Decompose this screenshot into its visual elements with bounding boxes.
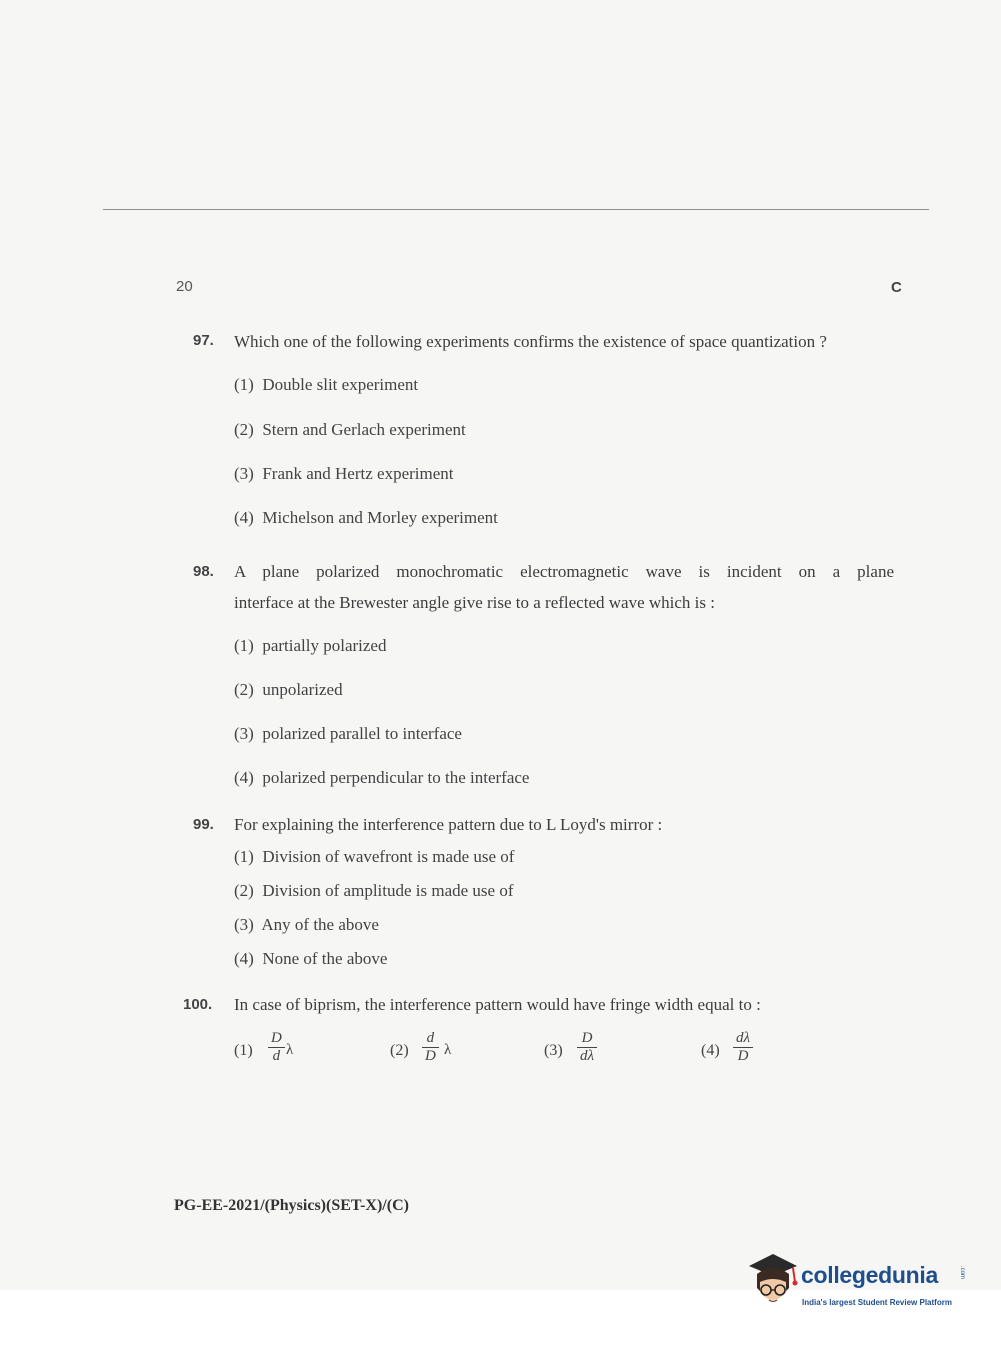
mascot-logo-icon [743,1248,803,1318]
numerator: D [581,1030,593,1046]
option-label: (2) [390,1042,409,1059]
option-4: (4) polarized perpendicular to the interface [234,768,530,787]
option-1: (1) partially polarized [234,636,387,655]
denominator: d [272,1048,281,1064]
question-number: 97. [193,332,214,349]
header-rule [103,209,929,210]
option-2: (2) Stern and Gerlach experiment [234,420,466,439]
fraction [268,1030,285,1065]
page-number: 20 [176,278,193,295]
question-text-line-1: A plane polarized monochromatic electromagnetic wave is incident on a plane [234,562,894,581]
option-label: (4) [701,1042,720,1059]
question-number: 100. [183,996,213,1013]
denominator: dλ [580,1048,594,1064]
question-text: Which one of the following experiments confirms the existence of space quantization ? [234,332,827,351]
option-2: (2) Division of amplitude is made use of [234,881,514,900]
option-3: (3) Any of the above [234,915,379,934]
option-3: (3) Frank and Hertz experiment [234,464,454,483]
option-label: (1) [234,1042,253,1059]
option-1: (1) Division of wavefront is made use of [234,847,515,866]
fraction [733,1030,753,1065]
lambda-suffix: λ [286,1042,294,1058]
brand-tagline: India's largest Student Review Platform [802,1298,952,1307]
numerator: dλ [736,1030,750,1046]
denominator: D [737,1048,749,1064]
option-2: (2) unpolarized [234,680,343,699]
question-text: For explaining the interference pattern due to L Loyd's mirror : [234,815,663,834]
question-text-line-2: interface at the Brewester angle give rise to a reflected wave which is : [234,593,715,612]
question-text: In case of biprism, the interference pattern would have fringe width equal to : [234,995,761,1014]
numerator: d [426,1030,435,1046]
paper-code: PG-EE-2021/(Physics)(SET-X)/(C) [174,1197,409,1214]
lambda-suffix: λ [444,1042,452,1058]
option-4: (4) None of the above [234,949,388,968]
option-4: (4) Michelson and Morley experiment [234,508,498,527]
denominator: D [425,1048,436,1064]
fraction [422,1030,439,1065]
option-3: (3) polarized parallel to interface [234,724,462,743]
collegedunia-watermark [743,1248,973,1318]
question-number: 98. [193,563,214,580]
set-code: C [891,279,902,296]
option-label: (3) [544,1042,563,1059]
brand-name: collegedunia [801,1262,938,1288]
question-number: 99. [193,816,214,833]
fraction [577,1030,597,1065]
option-1: (1) Double slit experiment [234,375,419,394]
numerator: D [271,1030,282,1046]
brand-dotcom: .com [959,1266,965,1280]
